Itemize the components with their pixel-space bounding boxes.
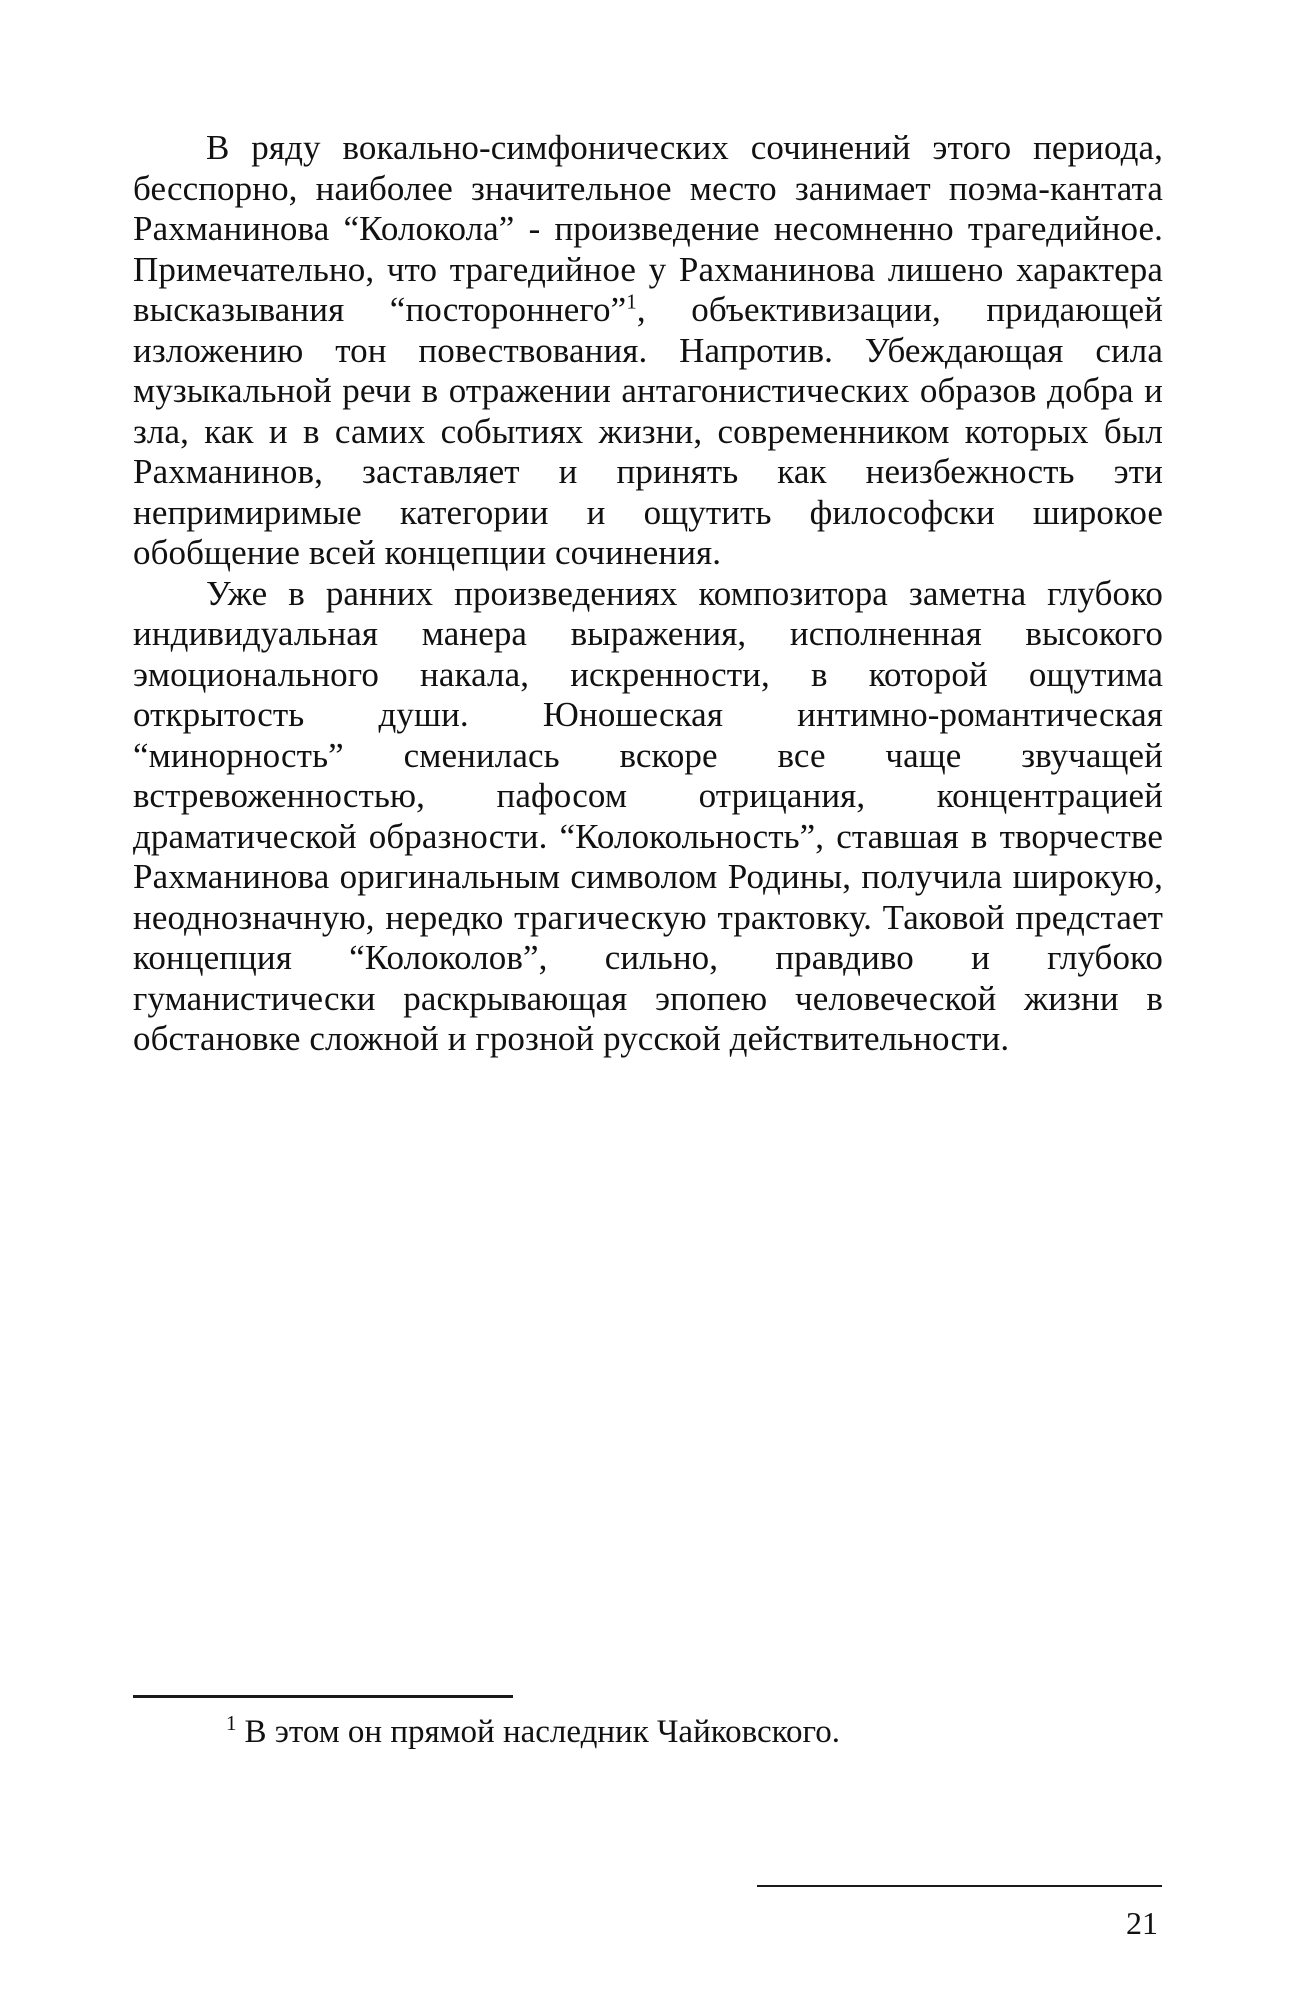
paragraph-1-text: В ряду вокально-симфонических сочинений этого периода, бесспорно, наиболее значительное место занимает поэма-кантата Рахманинова “Колокола” - произведение несомненно трагедийное. Примечательно, что трагедийное у Рахманинова лишено характера высказывания “постороннего” [133,128,1163,329]
paragraph-2: Уже в ранних произведениях композитора заметна глубоко индивидуальная манера выражения, исполненная высокого эмоционального накала, искренности, в которой ощутима открытость души. Юношеская интимно-романтическая “минорность” сменилась вскоре все чаще звучащей встревоженностью, пафосом отрицания, концентрацией драматической образности. “Колокольность”, ставшая в творчестве Рахманинова оригинальным символом Родины, получила широкую, неоднозначную, нередко трагическую трактовку. Таковой предстает концепция “Колоколов”, сильно, правдиво и глубоко гуманистически раскрывающая эпопею человеческой жизни в обстановке сложной и грозной русской действительности. [133,573,1163,1058]
page-number-rule [757,1885,1162,1887]
paragraph-1-continuation: , объективизации, придающей изложению тон повествования. Напротив. Убеждающая сила музыкальной речи в отражении антагонистических образов добра и зла, как и в самих событиях жизни, современником которых был Рахманинов, заставляет и принять как неизбежность эти непримиримые категории и ощутить философски широкое обобщение всей концепции сочинения. [133,290,1163,572]
footnote-text: В этом он прямой наследник Чайковского. [244,1714,840,1750]
footnote-reference: 1 [626,289,637,314]
main-text [133,128,1163,1060]
footnote [226,1712,840,1752]
footnote-mark: 1 [226,1711,237,1735]
page-number: 21 [1126,1905,1158,1941]
paragraph-1 [133,128,1163,574]
footnote-separator [133,1695,513,1698]
